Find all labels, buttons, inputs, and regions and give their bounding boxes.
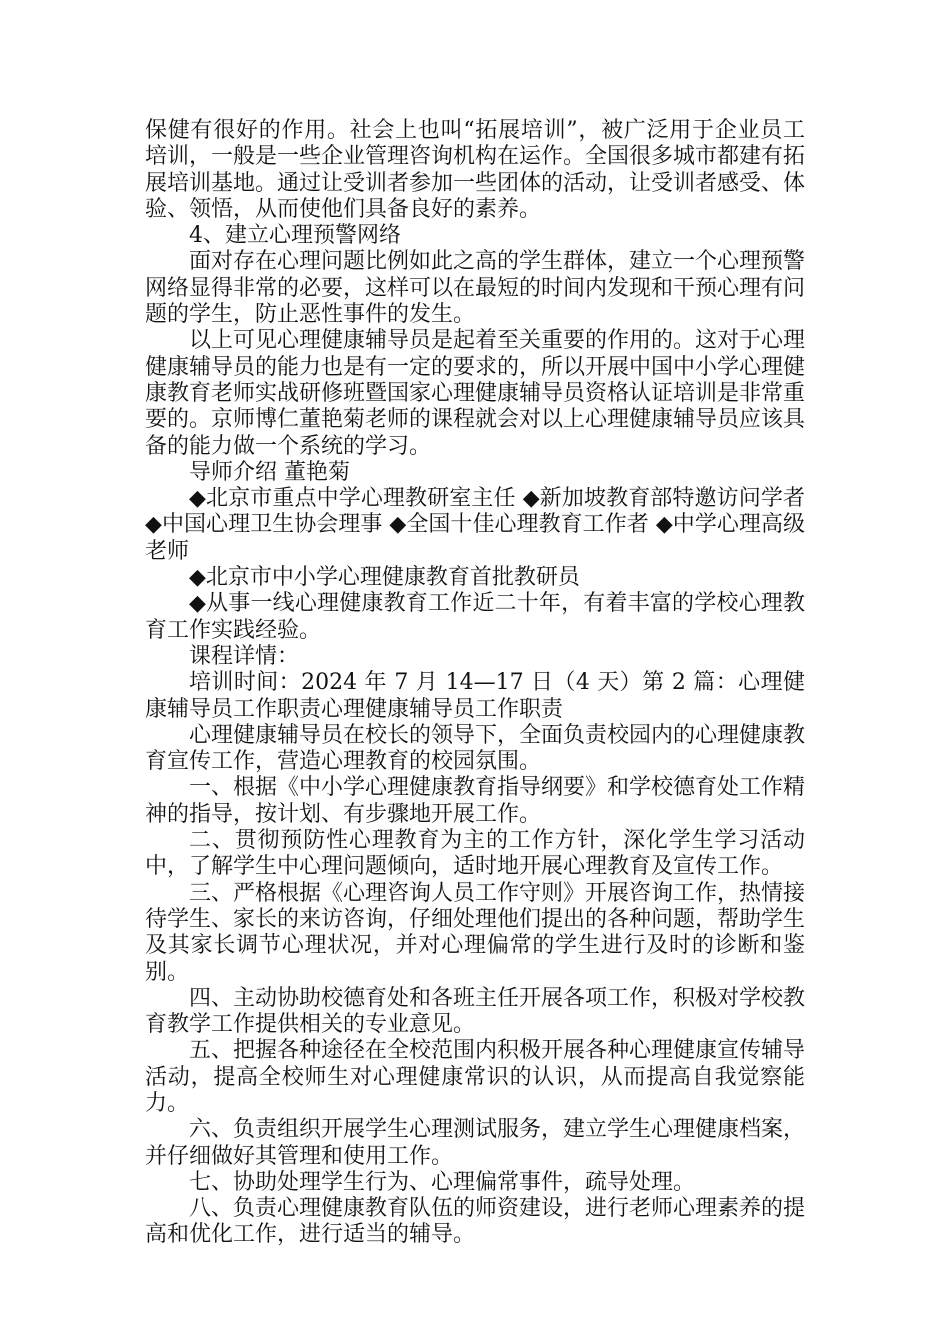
paragraph-duty-3: 三、严格根据《心理咨询人员工作守则》开展咨询工作，热情接待学生、家长的来访咨询，仔细处理他们提出的各种问题，帮助学生及其家长调节心理状况，并对心理偏常的学生进行及时的诊断和鉴别。: [145, 880, 806, 985]
paragraph-duty-7: 七、协助处理学生行为、心理偏常事件，疏导处理。: [189, 1169, 696, 1195]
paragraph-duty-5: 五、把握各种途径在全校范围内积极开展各种心理健康宣传辅导活动，提高全校师生对心理健康常识的认识，从而提高自我觉察能力。: [145, 1038, 806, 1116]
paragraph-intro-continuation: 保健有很好的作用。社会上也叫“拓展培训”，被广泛用于企业员工培训，一般是一些企业管理咨询机构在运作。全国很多城市都建有拓展培训基地。通过让受训者参加一些团体的活动，让受训者感受、体验、领悟，从而使他们具备良好的素养。: [145, 118, 806, 222]
heading-mentor-intro: 导师介绍 董艳菊: [189, 459, 350, 485]
paragraph-mentor-researcher: ◆北京市中小学心理健康教育首批教研员: [189, 565, 580, 591]
paragraph-duty-8: 八、负责心理健康教育队伍的师资建设，进行老师心理素养的提高和优化工作，进行适当的辅导。: [145, 1196, 806, 1248]
paragraph-mentor-experience: ◆从事一线心理健康教育工作近二十年，有着丰富的学校心理教育工作实践经验。: [145, 591, 805, 643]
paragraph-mentor-titles: ◆北京市重点中学心理教研室主任 ◆新加坡教育部特邀访问学者 ◆中国心理卫生协会理事 ◆全国十佳心理教育工作者 ◆中学心理高级老师: [145, 486, 805, 564]
paragraph-warning-network: 面对存在心理问题比例如此之高的学生群体，建立一个心理预警网络显得非常的必要，这样可以在最短的时间内发现和干预心理有问题的学生，防止恶性事件的发生。: [145, 249, 806, 328]
paragraph-duty-4: 四、主动协助校德育处和各班主任开展各项工作，积极对学校教育教学工作提供相关的专业意见。: [145, 985, 806, 1038]
paragraph-training-time: 培训时间：2024 年 7 月 14—17 日（4 天）第 2 篇：心理健康辅导员工作职责心理健康辅导员工作职责: [145, 670, 805, 722]
heading-warning-network: 4、建立心理预警网络: [189, 223, 401, 249]
paragraph-duty-1: 一、根据《中小学心理健康教育指导纲要》和学校德育处工作精神的指导，按计划、有步骤地开展工作。: [145, 775, 806, 827]
document-body: [145, 118, 805, 1249]
paragraph-counselor-importance: 以上可见心理健康辅导员是起着至关重要的作用的。这对于心理健康辅导员的能力也是有一定的要求的，所以开展中国中小学心理健康教育老师实战研修班暨国家心理健康辅导员资格认证培训是非常重要的。京师博仁董艳菊老师的课程就会对以上心理健康辅导员应该具备的能力做一个系统的学习。: [145, 328, 806, 459]
paragraph-duty-2: 二、贯彻预防性心理教育为主的工作方针，深化学生学习活动中，了解学生中心理问题倾向，适时地开展心理教育及宣传工作。: [145, 828, 805, 880]
paragraph-duty-overview: 心理健康辅导员在校长的领导下，全面负责校园内的心理健康教育宣传工作，营造心理教育的校园氛围。: [145, 722, 806, 775]
paragraph-duty-6: 六、负责组织开展学生心理测试服务，建立学生心理健康档案，并仔细做好其管理和使用工作。: [145, 1117, 806, 1169]
heading-course-details: 课程详情：: [189, 643, 300, 669]
